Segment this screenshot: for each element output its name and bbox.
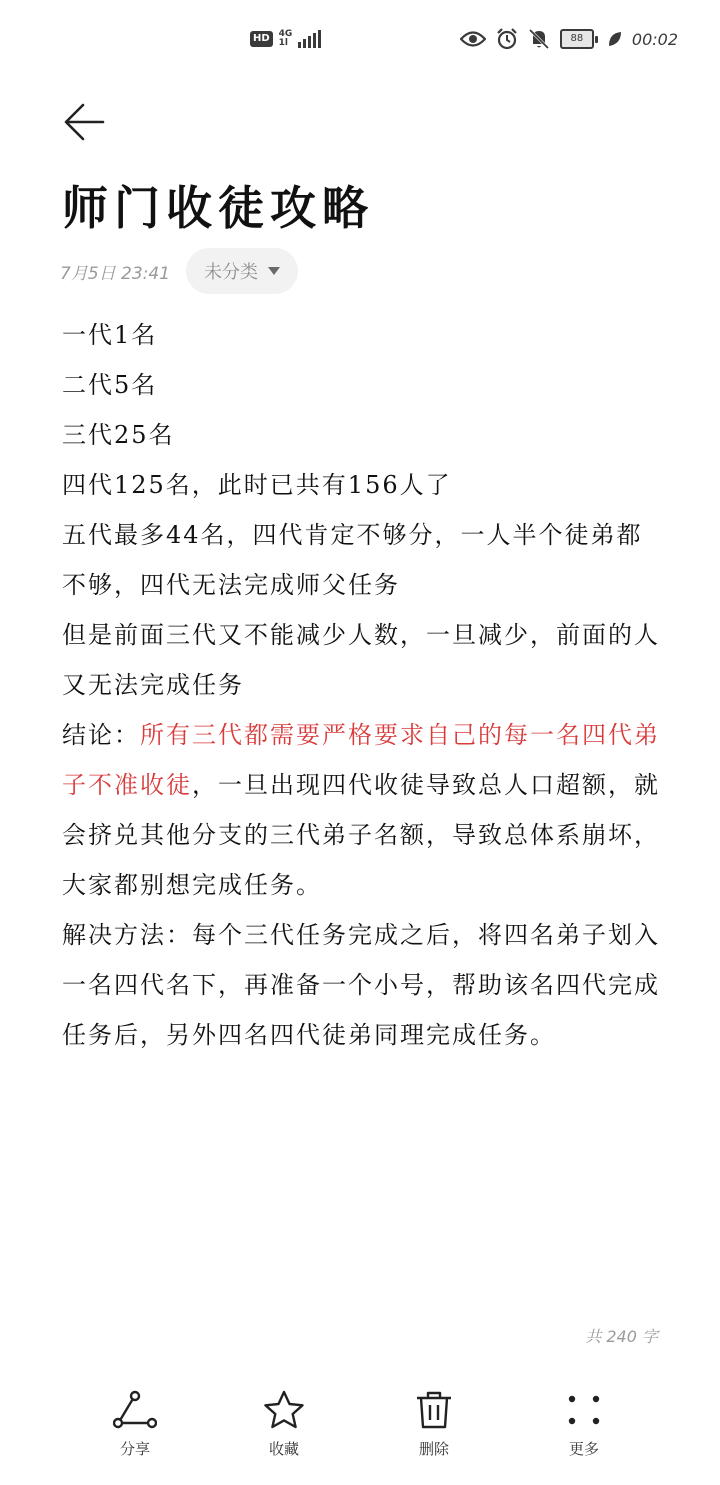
note-date: 7月5日 23:41 xyxy=(60,263,171,284)
signal-icon xyxy=(298,30,321,48)
conclusion-paragraph xyxy=(62,710,662,910)
mute-icon xyxy=(528,28,550,50)
note-meta xyxy=(60,248,298,294)
category-label: 未分类 xyxy=(204,262,259,283)
note-line: 五代最多44名，四代肯定不够分，一人半个徒弟都不够，四代无法完成师父任务 xyxy=(62,521,643,599)
trash-icon xyxy=(414,1390,454,1430)
share-label: 分享 xyxy=(119,1440,150,1458)
alarm-icon xyxy=(496,28,518,50)
favorite-button[interactable] xyxy=(234,1390,334,1459)
more-button[interactable] xyxy=(534,1390,634,1459)
status-right xyxy=(460,28,678,50)
more-label: 更多 xyxy=(568,1440,599,1458)
clock: 00:02 xyxy=(631,29,678,49)
conclusion-prefix: 结论： xyxy=(62,721,140,749)
conclusion-rest: ，一旦出现四代收徒导致总人口超额，就会挤兑其他分支的三代弟子名额，导致总体系崩坏，大家都别想完成任务。 xyxy=(62,771,660,899)
delete-label: 删除 xyxy=(418,1440,449,1458)
battery-level: 88 xyxy=(560,29,594,49)
network-sub: 1l xyxy=(278,38,289,48)
leaf-icon xyxy=(608,31,622,47)
back-button[interactable] xyxy=(60,98,108,146)
solution-paragraph: 解决方法：每个三代任务完成之后，将四名弟子划入一名四代名下，再准备一个小号，帮助该名四代完成任务后，另外四名四代徒弟同理完成任务。 xyxy=(62,921,660,1049)
note-line: 二代5名 xyxy=(62,371,158,399)
conclusion-highlight: 所有三代都需要严格要求自己的每一名四代弟子不准收徒 xyxy=(62,721,660,799)
word-count: 共 240 字 xyxy=(585,1327,658,1346)
note-line: 四代125名，此时已共有156人了 xyxy=(62,471,452,499)
favorite-label: 收藏 xyxy=(268,1440,299,1458)
note-line: 三代25名 xyxy=(62,421,175,449)
share-button[interactable] xyxy=(85,1390,185,1459)
note-body[interactable] xyxy=(62,310,662,1060)
share-icon xyxy=(113,1390,157,1430)
network-label: 4G xyxy=(278,29,293,39)
note-title[interactable]: 师门收徒攻略 xyxy=(62,181,374,235)
hd-badge: HD xyxy=(250,31,273,47)
network-type xyxy=(279,30,293,48)
chevron-down-icon xyxy=(268,267,280,275)
star-icon xyxy=(263,1390,305,1430)
note-line: 但是前面三代又不能减少人数，一旦减少，前面的人又无法完成任务 xyxy=(62,621,660,699)
battery-icon xyxy=(560,29,598,49)
status-left xyxy=(250,30,321,48)
note-line: 一代1名 xyxy=(62,321,158,349)
eye-icon xyxy=(460,30,486,48)
category-dropdown[interactable] xyxy=(186,248,298,294)
status-bar xyxy=(0,0,720,84)
back-arrow-icon xyxy=(63,103,105,141)
delete-button[interactable] xyxy=(384,1390,484,1459)
more-icon xyxy=(564,1390,604,1430)
bottom-toolbar xyxy=(0,1390,720,1480)
